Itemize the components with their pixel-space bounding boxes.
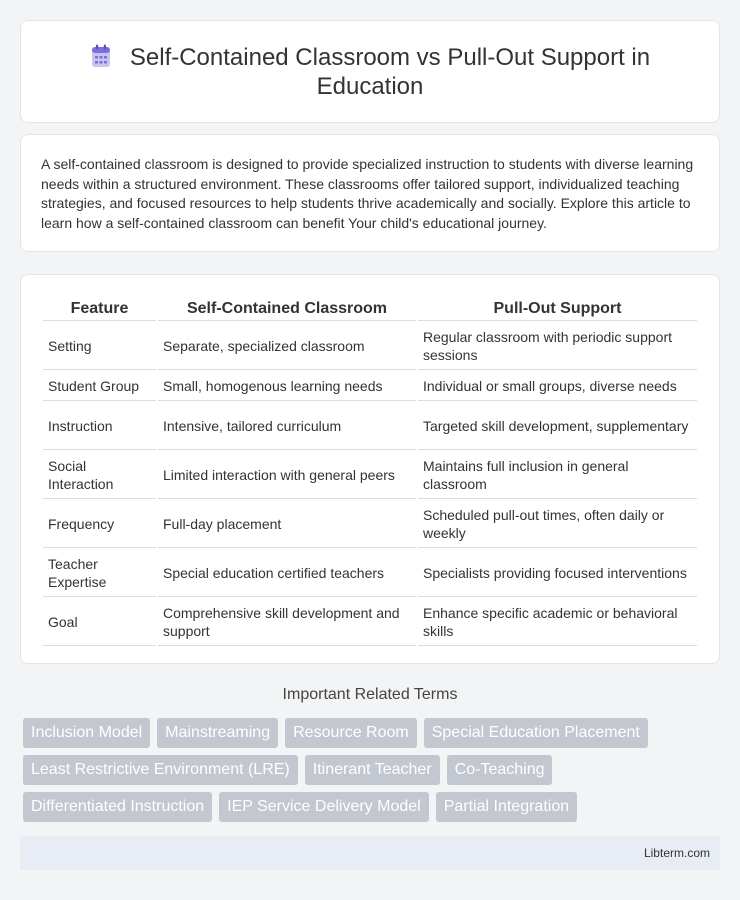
table-row	[43, 550, 697, 597]
table-row	[43, 323, 697, 370]
row-self-contained: Limited interaction with general peers	[158, 452, 416, 499]
row-pull-out: Specialists providing focused interventions	[418, 550, 697, 597]
related-term-tag[interactable]: Mainstreaming	[157, 718, 278, 748]
related-term-tag[interactable]: IEP Service Delivery Model	[219, 792, 429, 822]
intro-card	[20, 134, 720, 252]
row-pull-out: Individual or small groups, diverse needs	[418, 372, 697, 401]
related-term-tag[interactable]: Itinerant Teacher	[305, 755, 440, 785]
related-term-tag[interactable]: Differentiated Instruction	[23, 792, 212, 822]
row-self-contained: Full-day placement	[158, 501, 416, 548]
table-row	[43, 403, 697, 450]
header-feature: Feature	[43, 297, 156, 321]
row-self-contained: Intensive, tailored curriculum	[158, 403, 416, 450]
table-row	[43, 452, 697, 499]
row-pull-out: Regular classroom with periodic support sessions	[418, 323, 697, 370]
header-pull-out: Pull-Out Support	[418, 297, 697, 321]
page-title-text: Self-Contained Classroom vs Pull-Out Support in Education	[129, 43, 651, 100]
footer-site-link[interactable]: Libterm.com	[643, 846, 710, 860]
row-feature: Social Interaction	[43, 452, 156, 499]
row-feature: Setting	[43, 323, 156, 370]
table-row	[43, 372, 697, 401]
related-term-tag[interactable]: Least Restrictive Environment (LRE)	[23, 755, 298, 785]
footer	[20, 836, 720, 870]
table-row	[43, 501, 697, 548]
row-self-contained: Small, homogenous learning needs	[158, 372, 416, 401]
comparison-table	[41, 295, 699, 648]
intro-paragraph: A self-contained classroom is designed to provide specialized instruction to students with diverse learning needs within a structured environment. These classrooms offer tailored support, individualized teaching strategies, and focused resources to help students thrive academically and socially. Explore this article to learn how a self-contained classroom can benefit Your child's educational journey.	[41, 156, 694, 231]
row-feature: Goal	[43, 599, 156, 646]
related-term-tag[interactable]: Special Education Placement	[424, 718, 648, 748]
table-header-row	[43, 297, 697, 321]
related-term-tag[interactable]: Partial Integration	[436, 792, 577, 822]
row-pull-out: Targeted skill development, supplementary	[418, 403, 697, 450]
page-title	[61, 43, 679, 101]
row-pull-out: Scheduled pull-out times, often daily or weekly	[418, 501, 697, 548]
header-card	[20, 20, 720, 123]
related-terms-list	[23, 718, 723, 822]
row-feature: Frequency	[43, 501, 156, 548]
row-pull-out: Maintains full inclusion in general classroom	[418, 452, 697, 499]
row-feature: Teacher Expertise	[43, 550, 156, 597]
table-row	[43, 599, 697, 646]
related-term-tag[interactable]: Resource Room	[285, 718, 417, 748]
header-self-contained: Self-Contained Classroom	[158, 297, 416, 321]
document-icon	[90, 44, 112, 68]
row-pull-out: Enhance specific academic or behavioral skills	[418, 599, 697, 646]
row-feature: Instruction	[43, 403, 156, 450]
related-term-tag[interactable]: Inclusion Model	[23, 718, 150, 748]
row-self-contained: Comprehensive skill development and support	[158, 599, 416, 646]
related-terms-title: Important Related Terms	[282, 686, 458, 703]
row-self-contained: Separate, specialized classroom	[158, 323, 416, 370]
row-feature: Student Group	[43, 372, 156, 401]
comparison-table-card	[20, 274, 720, 664]
row-self-contained: Special education certified teachers	[158, 550, 416, 597]
related-term-tag[interactable]: Co-Teaching	[447, 755, 553, 785]
